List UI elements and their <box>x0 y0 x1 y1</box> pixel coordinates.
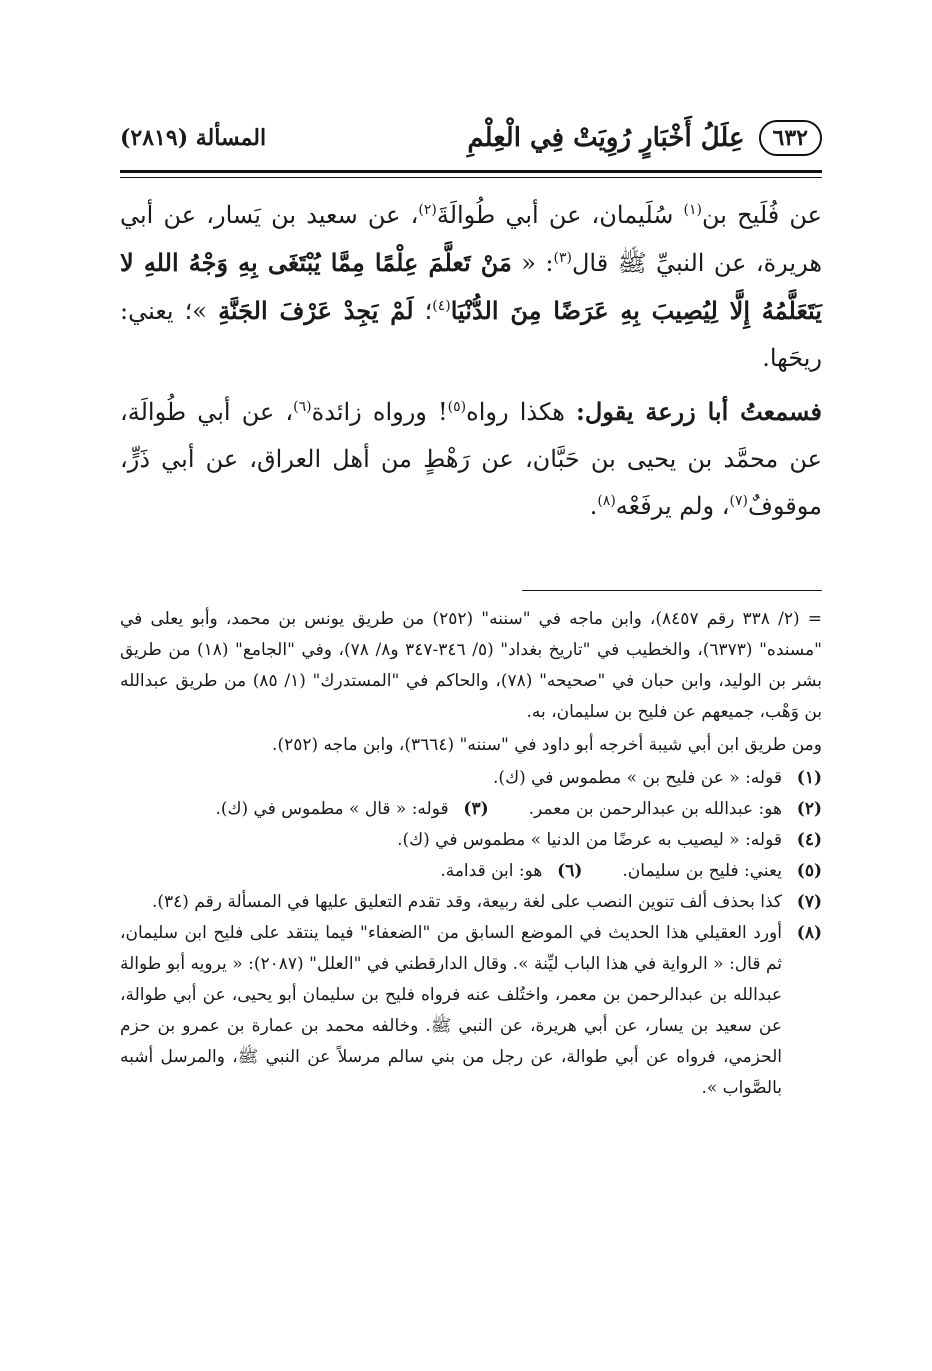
text-run: ، عن سعيد بن يَسار، عن أبي هريرة، عن النبيِّ ﷺ قال <box>120 201 822 277</box>
paragraph-2 <box>120 388 822 530</box>
page-number: ٦٣٢ <box>759 120 822 156</box>
footnote-ref: (٥) <box>447 399 467 415</box>
footnote-ref: (٤) <box>432 298 451 314</box>
footnote-text: هو: ابن قدامة. <box>440 861 543 881</box>
footnote-separator <box>522 590 822 591</box>
header-rule-thin <box>120 177 822 178</box>
footnote-number: (١) <box>796 768 822 788</box>
footnote-5 <box>622 856 822 887</box>
footnote-number: (٢) <box>796 799 822 819</box>
footnote-8 <box>120 918 822 1104</box>
main-text <box>120 192 822 536</box>
footnote-row-2-3 <box>120 794 822 825</box>
footnote-3 <box>215 794 488 825</box>
header-title-group <box>467 120 822 156</box>
footnote-text: قوله: « عن فليح بن » مطموس في (ك). <box>493 768 782 788</box>
footnote-ref: (٨) <box>597 493 616 509</box>
footnote-continuation: = (٢/ ٣٣٨ رقم ٨٤٥٧)، وابن ماجه في "سننه" (٢٥٢) من طريق يونس بن محمد، وأبو يعلى في "مسنده" (٦٣٧٣)، والخطيب في "تاريخ بغداد" (٥/ ٣٤٦-٣٤٧ و٨/ ٧٨)، وفي "الجامع" (١٨) من طريق بشر بن الوليد، وابن حبان في "صحيحه" (٧٨)، والحاكم في "المستدرك" (١/ ٨٥) من طريق عبدالله بن وَهْب، جميعهم عن فليح بن سليمان، به. <box>120 609 822 722</box>
footnote-ref: (٦) <box>293 399 312 415</box>
hadith-text: مَنْ تَعلَّمَ عِلْمًا مِمَّا يُبْتَغَى بِهِ وَجْهُ اللهِ لا يَتَعَلَّمُهُ إِلَّا لِيُصِيبَ بِهِ عَرَضًا مِنَ الدُّنْيَا <box>120 248 822 325</box>
page-header <box>120 116 822 160</box>
hadith-text: لَمْ يَجِدْ عَرْفَ الجَنَّةِ <box>218 296 414 325</box>
text-run: عن فُلَيح بن <box>702 201 822 229</box>
text-run: ، عن أبي طُوالَة، عن محمَّد بن يحيى بن حَبَّان، عن رَهْطٍ من أهل العراق، عن أبي ذَرٍّ، موقوفٌ <box>120 398 822 520</box>
text-run: سُلَيمان، عن أبي طُوالَةَ <box>436 201 684 229</box>
footnote-text: أورد العقيلي هذا الحديث في الموضع السابق من "الضعفاء" فيما ينتقد على فليح ابن سليمان، ثم قال: « الرواية في هذا الباب ليِّنة ». وقال الدارقطني في "العلل" (٢٠٨٧): « يرويه أبو طوالة عبدالله بن عبدالرحمن بن معمر، واختُلف عنه فرواه فليح بن سليمان أبو يحيى، عن أبي طوالة، عن سعيد بن يسار، عن أبي هريرة، عن النبي ﷺ. وخالفه محمد بن عمارة بن عمرو بن حزم الحزمي، فرواه عن أبي طوالة، عن رجل من بني سالم مرسلاً عن النبي ﷺ، والمرسل أشبه بالصَّواب ». <box>120 923 783 1098</box>
text-run: : « <box>511 249 554 277</box>
text-run: ، ولم يرفَعْه <box>615 492 730 520</box>
footnote-1 <box>120 763 822 794</box>
footnote-text: قوله: « قال » مطموس في (ك). <box>215 799 449 819</box>
footnote-continuation: ومن طريق ابن أبي شيبة أخرجه أبو داود في "سننه" (٣٦٦٤)، وابن ماجه (٢٥٢). <box>272 735 822 755</box>
header-rule-thick <box>120 170 822 173</box>
footnote-ref: (٢) <box>418 202 437 218</box>
footnote-number: (٨) <box>796 923 822 943</box>
paragraph-1 <box>120 192 822 382</box>
footnote-number: (٥) <box>796 861 822 881</box>
footnote-number: (٦) <box>557 861 583 881</box>
issue-label: المسألة (٢٨١٩) <box>120 125 267 151</box>
text-run: ؛ <box>413 297 433 325</box>
book-title: عِلَلُ أَخْبَارٍ رُوِيَتْ فِي الْعِلْمِ <box>467 123 745 153</box>
footnote-row-5-6 <box>120 856 822 887</box>
footnote-text: يعني: فليح بن سليمان. <box>622 861 782 881</box>
footnote-number: (٤) <box>796 830 822 850</box>
footnote-number: (٧) <box>796 892 822 912</box>
footnote-6 <box>440 856 582 887</box>
footnote-2 <box>529 794 822 825</box>
footnote-text: هو: عبدالله بن عبدالرحمن بن معمر. <box>528 799 782 819</box>
footnote-ref: (١) <box>683 202 703 218</box>
footnote-4 <box>120 825 822 856</box>
footnote-ref: (٣) <box>553 250 572 266</box>
text-run: . <box>589 492 598 520</box>
footnotes <box>120 604 822 1104</box>
footnote-ref: (٧) <box>729 493 748 509</box>
footnote-text: كذا بحذف ألف تنوين النصب على لغة ربيعة، وقد تقدم التعليق عليها في المسألة رقم (٣٤). <box>151 892 782 912</box>
footnote-text: قوله: « ليصيب به عرضًا من الدنيا » مطموس في (ك). <box>397 830 782 850</box>
footnote-7 <box>120 887 822 918</box>
text-run: ! ورواه زائدة <box>311 398 448 426</box>
footnote-number: (٣) <box>463 799 489 819</box>
text-run: هكذا رواه <box>466 398 576 426</box>
speaker-intro: فسمعتُ أبا زرعة يقول: <box>576 397 823 426</box>
text-run: »؛ يعني: ريحَها. <box>120 297 822 372</box>
